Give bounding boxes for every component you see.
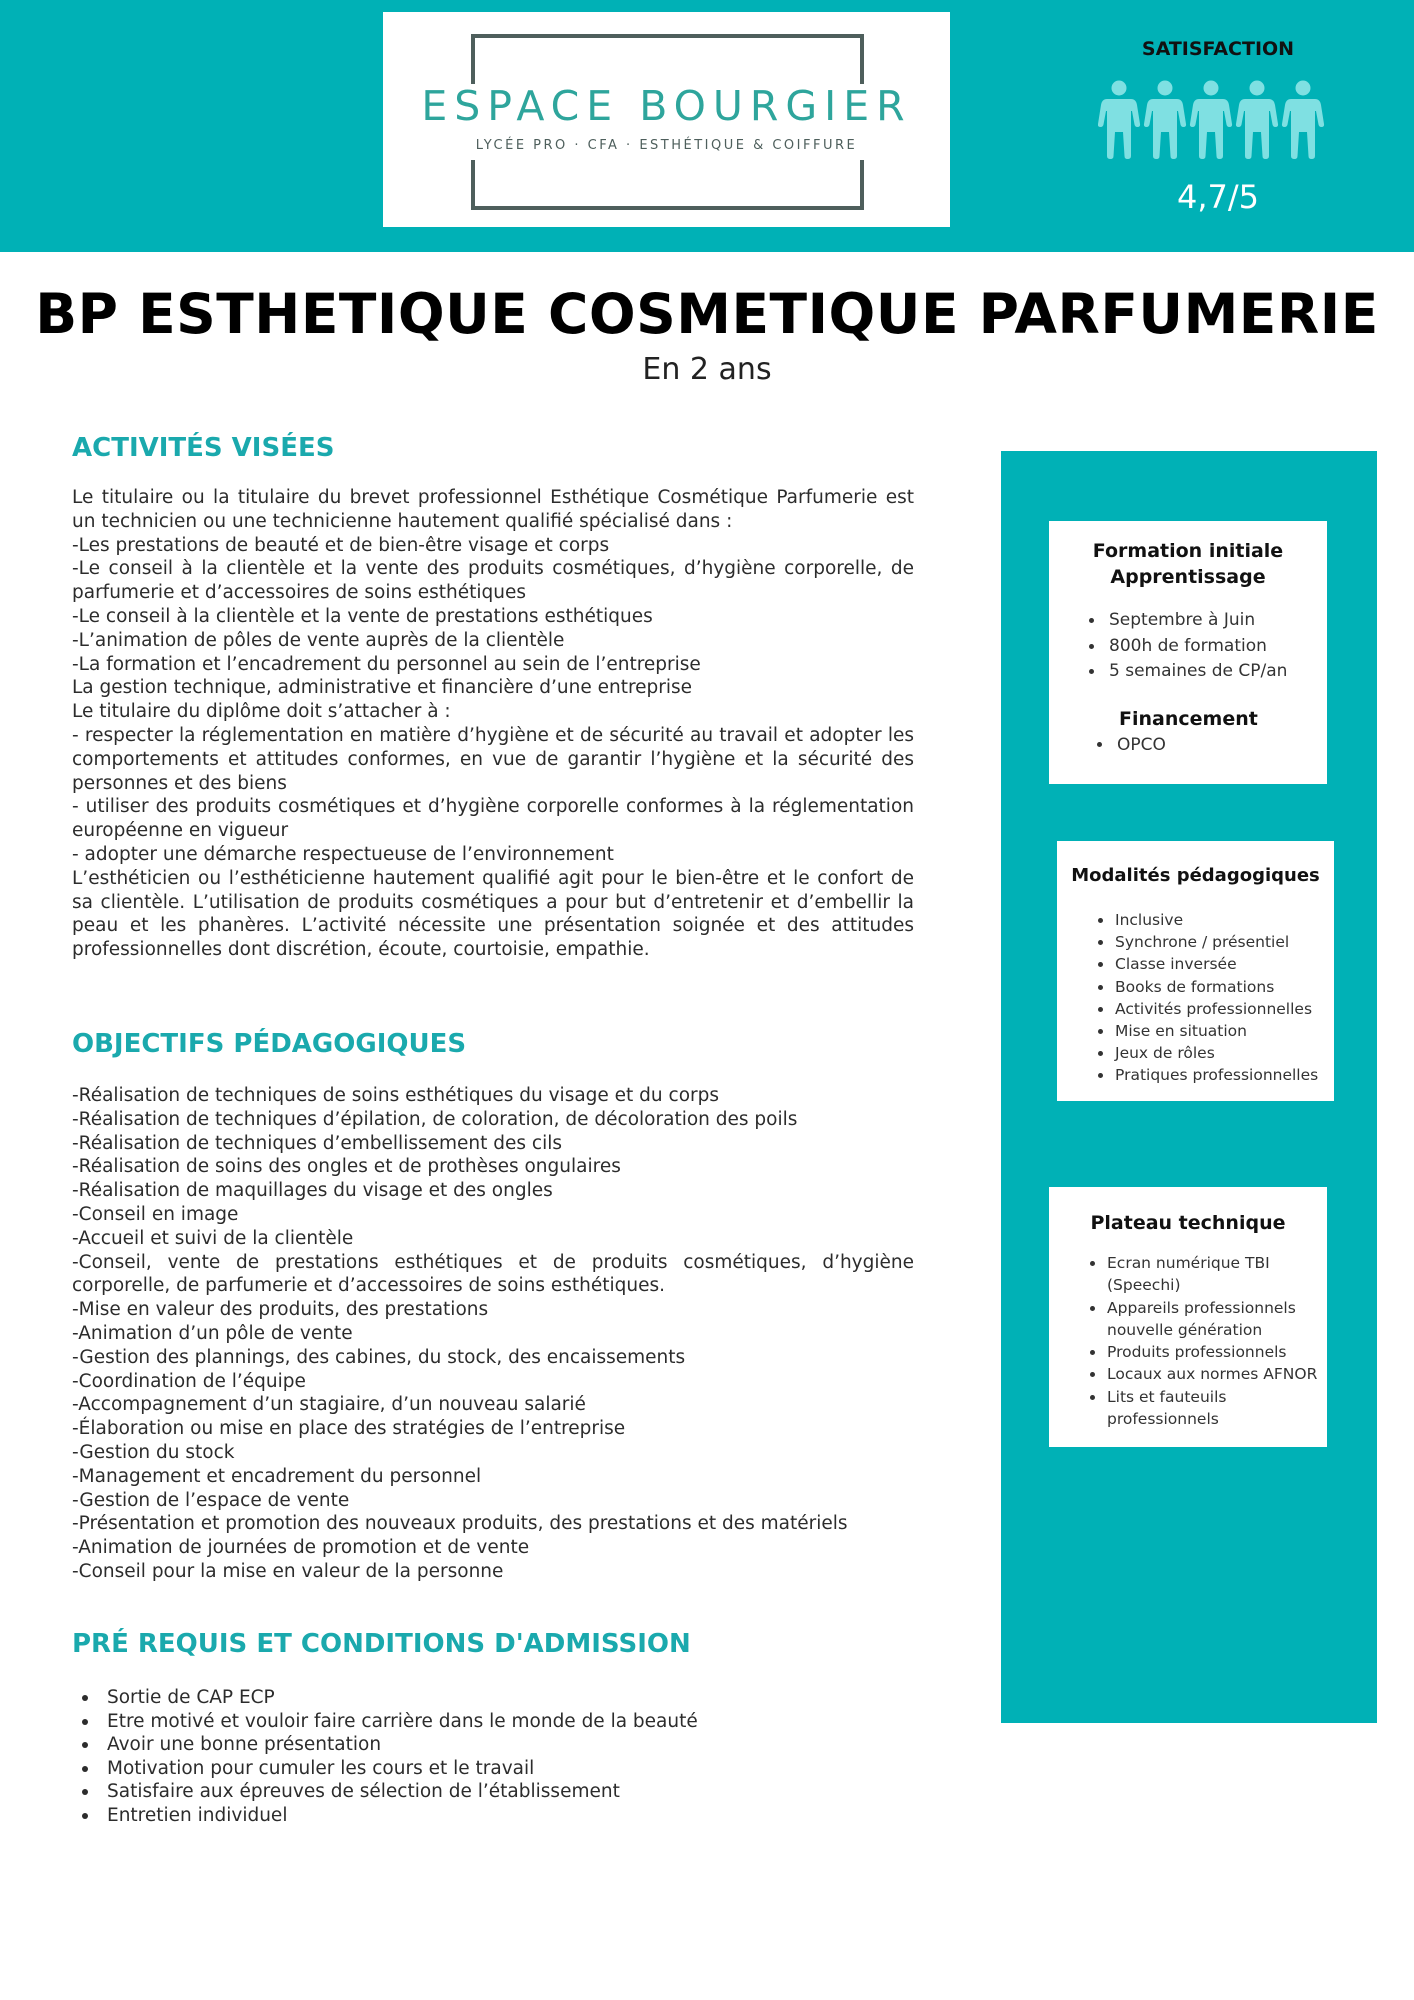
logo-tagline: LYCÉE PRO · CFA · ESTHÉTIQUE & COIFFURE xyxy=(475,138,858,153)
activites-line: Le titulaire ou la titulaire du brevet professionnel Esthétique Cosmétique Parfumerie est un technicien ou une technicienne hautement qualifié spécialisé dans : xyxy=(72,487,914,532)
plateau-title: Plateau technique xyxy=(1090,1212,1286,1234)
list-item: Lits et fauteuils professionnels xyxy=(1107,1386,1327,1431)
objectif-line: -Gestion du stock xyxy=(72,1441,235,1463)
list-item: OPCO xyxy=(1117,734,1327,756)
list-item: Satisfaire aux épreuves de sélection de l’établissement xyxy=(72,1780,914,1804)
list-item: 800h de formation xyxy=(1109,634,1327,660)
activites-line: -L’animation de pôles de vente auprès de la clientèle xyxy=(72,629,565,651)
activites-line: - utiliser des produits cosmétiques et d’hygiène corporelle conformes à la réglementation européenne en vigueur xyxy=(72,796,914,842)
objectifs-text xyxy=(72,1084,914,1584)
logo-frame-top xyxy=(471,34,864,84)
list-item: Avoir une bonne présentation xyxy=(72,1733,914,1757)
section-title-prerequis: PRÉ REQUIS ET CONDITIONS D'ADMISSION xyxy=(72,1629,691,1659)
financement-title: Financement xyxy=(1119,707,1258,730)
list-item: 5 semaines de CP/an xyxy=(1109,659,1327,685)
activites-text xyxy=(72,486,914,962)
objectif-line: -Coordination de l’équipe xyxy=(72,1370,306,1392)
person-icon xyxy=(1190,81,1232,160)
list-item: Sortie de CAP ECP xyxy=(72,1686,914,1710)
objectif-line: -Conseil, vente de prestations esthétiques et de produits cosmétiques, d’hygiène corporelle, de parfumerie et d’accessoires de soins esthétiques. xyxy=(72,1251,914,1297)
person-icon xyxy=(1236,81,1278,160)
modalites-list xyxy=(1057,909,1334,1087)
objectif-line: -Réalisation de soins des ongles et de prothèses ongulaires xyxy=(72,1156,621,1178)
satisfaction-rating xyxy=(1098,80,1328,160)
list-item: Classe inversée xyxy=(1115,953,1334,975)
page-subtitle: En 2 ans xyxy=(642,352,772,387)
objectif-line: -Conseil en image xyxy=(72,1203,239,1225)
objectif-line: -Animation de journées de promotion et de vente xyxy=(72,1537,530,1559)
logo-frame-bottom xyxy=(471,160,864,210)
financement-list xyxy=(1049,734,1327,756)
list-item: Etre motivé et vouloir faire carrière dans le monde de la beauté xyxy=(72,1710,914,1734)
person-icon xyxy=(1098,81,1140,160)
list-item: Jeux de rôles xyxy=(1115,1042,1334,1064)
page-title: BP ESTHETIQUE COSMETIQUE PARFUMERIE xyxy=(35,282,1379,346)
list-item: Books de formations xyxy=(1115,976,1334,998)
objectif-line: -Réalisation de maquillages du visage et des ongles xyxy=(72,1180,553,1202)
person-icon xyxy=(1144,81,1186,160)
modalites-title: Modalités pédagogiques xyxy=(1071,865,1320,886)
satisfaction-score: 4,7/5 xyxy=(1176,178,1260,216)
list-item: Ecran numérique TBI (Speechi) xyxy=(1107,1252,1327,1297)
list-item: Entretien individuel xyxy=(72,1804,914,1828)
activites-line: L’esthéticien ou l’esthéticienne hautement qualifié agit pour le bien-être et le confort de sa clientèle. L’utilisation de produits cosmétiques a pour but d’entretenir et d’embellir la peau et les phanères. L’activité nécessite une présentation soignée et des attitudes professionnelles dont discrétion, écoute, courtoisie, empathie. xyxy=(72,867,914,961)
objectif-line: -Animation d’un pôle de vente xyxy=(72,1322,353,1344)
list-item: Locaux aux normes AFNOR xyxy=(1107,1363,1327,1385)
activites-line: -Les prestations de beauté et de bien-être visage et corps xyxy=(72,534,610,556)
formation-title xyxy=(1049,521,1327,590)
formation-title-line2: Apprentissage xyxy=(1110,566,1266,588)
satisfaction-label: SATISFACTION xyxy=(1141,38,1295,60)
formation-card xyxy=(1049,521,1327,784)
prerequis-list xyxy=(72,1686,914,1827)
list-item: Pratiques professionnelles xyxy=(1115,1064,1334,1086)
objectif-line: -Gestion des plannings, des cabines, du stock, des encaissements xyxy=(72,1346,686,1368)
objectif-line: -Accueil et suivi de la clientèle xyxy=(72,1227,354,1249)
section-title-activites: ACTIVITÉS VISÉES xyxy=(72,433,335,463)
formation-list xyxy=(1049,608,1327,685)
logo xyxy=(383,12,950,227)
activites-line: - adopter une démarche respectueuse de l’environnement xyxy=(72,843,614,865)
list-item: Activités professionnelles xyxy=(1115,998,1334,1020)
logo-name: ESPACE BOURGIER xyxy=(421,82,912,130)
objectif-line: -Gestion de l’espace de vente xyxy=(72,1489,350,1511)
objectif-line: -Accompagnement d’un stagiaire, d’un nouveau salarié xyxy=(72,1394,586,1416)
list-item: Motivation pour cumuler les cours et le travail xyxy=(72,1757,914,1781)
plateau-list xyxy=(1049,1252,1327,1430)
objectif-line: -Conseil pour la mise en valeur de la personne xyxy=(72,1560,504,1582)
objectif-line: -Présentation et promotion des nouveaux produits, des prestations et des matériels xyxy=(72,1513,848,1535)
activites-line: Le titulaire du diplôme doit s’attacher à : xyxy=(72,701,451,723)
activites-line: La gestion technique, administrative et financière d’une entreprise xyxy=(72,677,693,699)
header-banner xyxy=(0,0,1414,252)
objectif-line: -Réalisation de techniques d’embellissement des cils xyxy=(72,1132,562,1154)
formation-title-line1: Formation initiale xyxy=(1092,540,1284,562)
section-title-objectifs: OBJECTIFS PÉDAGOGIQUES xyxy=(72,1029,467,1059)
objectif-line: -Management et encadrement du personnel xyxy=(72,1465,482,1487)
list-item: Appareils professionnels nouvelle génération xyxy=(1107,1297,1327,1342)
activites-line: -La formation et l’encadrement du personnel au sein de l’entreprise xyxy=(72,653,701,675)
list-item: Produits professionnels xyxy=(1107,1341,1327,1363)
activites-line: -Le conseil à la clientèle et la vente des produits cosmétiques, d’hygiène corporelle, de parfumerie et d’accessoires de soins esthétiques xyxy=(72,558,914,604)
modalites-card xyxy=(1057,841,1334,1101)
objectif-line: -Élaboration ou mise en place des stratégies de l’entreprise xyxy=(72,1418,626,1440)
list-item: Inclusive xyxy=(1115,909,1334,931)
activites-line: - respecter la réglementation en matière d’hygiène et de sécurité au travail et adopter les comportements et attitudes conformes, en vue de garantir l’hygiène et la sécurité des personnes et des biens xyxy=(72,724,914,794)
activites-line: -Le conseil à la clientèle et la vente de prestations esthétiques xyxy=(72,605,653,627)
person-icon xyxy=(1282,81,1324,160)
objectif-line: -Réalisation de techniques d’épilation, de coloration, de décoloration des poils xyxy=(72,1108,798,1130)
list-item: Synchrone / présentiel xyxy=(1115,931,1334,953)
list-item: Septembre à Juin xyxy=(1109,608,1327,634)
list-item: Mise en situation xyxy=(1115,1020,1334,1042)
plateau-card xyxy=(1049,1187,1327,1447)
objectif-line: -Réalisation de techniques de soins esthétiques du visage et du corps xyxy=(72,1085,720,1106)
objectif-line: -Mise en valeur des produits, des prestations xyxy=(72,1299,489,1321)
